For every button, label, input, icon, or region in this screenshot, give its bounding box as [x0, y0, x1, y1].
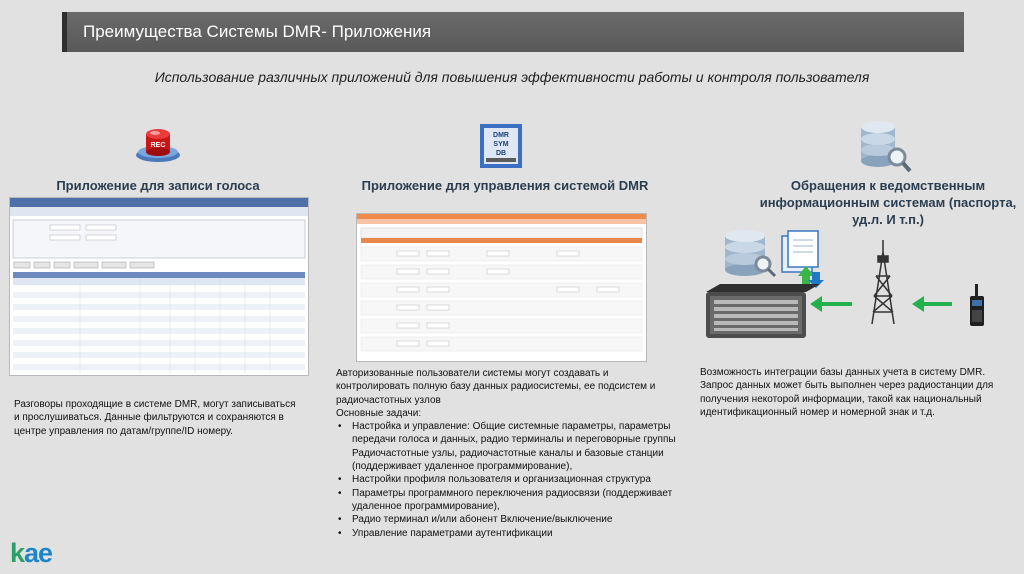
company-logo — [10, 538, 52, 569]
voice-app-title: Приложение для записи голоса — [56, 178, 260, 193]
page-subtitle: Использование различных приложений для повышения эффективности работы и контроля пользователя — [154, 69, 870, 85]
dmr-app-description — [336, 367, 676, 540]
integration-description: Возможность интеграции базы данных учета в систему DMR. Запрос данных может быть выполнен через радиостанции для получения некоторой информации, такой как национальный идентификационный номер и номерной знак и т.д. — [700, 367, 994, 418]
radio-tower-icon — [872, 240, 894, 324]
list-item: • Параметры программного переключения радиосвязи (поддерживает удаленное программирование), — [336, 487, 676, 514]
database-icon — [725, 230, 775, 276]
arrow-left-icon — [810, 296, 852, 312]
dmr-app-title: Приложение для управления системой DMR — [361, 178, 649, 193]
title-bar — [62, 12, 964, 52]
integration-diagram — [700, 226, 1010, 344]
list-item: • Управление параметрами аутентификации — [336, 527, 676, 540]
database-search-icon — [857, 119, 913, 175]
dmr-intro: Авторизованные пользователи системы могут создавать и контролировать полную базу данных радиосистемы, ее подсистем и радиочастотных узлов — [336, 368, 656, 406]
dmr-tasks-label: Основные задачи: — [336, 407, 422, 419]
voice-app-screenshot — [9, 197, 309, 376]
record-button-icon — [134, 124, 182, 164]
server-icon — [706, 284, 820, 338]
list-item: • Радио терминал и/или абонент Включение/выключение — [336, 513, 676, 526]
list-item: • Настройка и управление: Общие системные параметры, параметры передачи голоса и данных, радио терминалы и переговорные группы Радиочастотные узлы, радиочастотные каналы и базовые станции (поддерживает удаленное программирование), — [336, 420, 676, 473]
dmr-icon-text-3: DB — [495, 150, 507, 157]
logo-part-ae: ae — [24, 538, 53, 568]
voice-app-description: Разговоры проходящие в системе DMR, могут записываться и прослушиваться. Данные фильтруются и сохраняются в центре управления по датам/группе/ID номеру. — [14, 399, 296, 437]
svg-text:REC: REC — [150, 142, 166, 149]
integration-title: Обращения к ведомственным информационным системам (паспорта, уд.л. И т.п.) — [759, 178, 1017, 227]
dmr-app-screenshot — [356, 213, 647, 362]
dmr-icon-text-1: DMR — [493, 132, 509, 139]
document-transfer-icon — [782, 231, 824, 288]
dmr-system-icon — [479, 123, 523, 169]
page-title: Преимущества Системы DMR- Приложения — [83, 22, 432, 41]
dmr-icon-text-2: SYM — [493, 141, 509, 148]
logo-part-k: k — [10, 538, 25, 568]
arrow-left-icon — [912, 296, 952, 312]
handheld-radio-icon — [970, 284, 984, 326]
list-item: • Настройки профиля пользователя и организационная структура — [336, 473, 676, 486]
dmr-task-list — [336, 420, 676, 540]
